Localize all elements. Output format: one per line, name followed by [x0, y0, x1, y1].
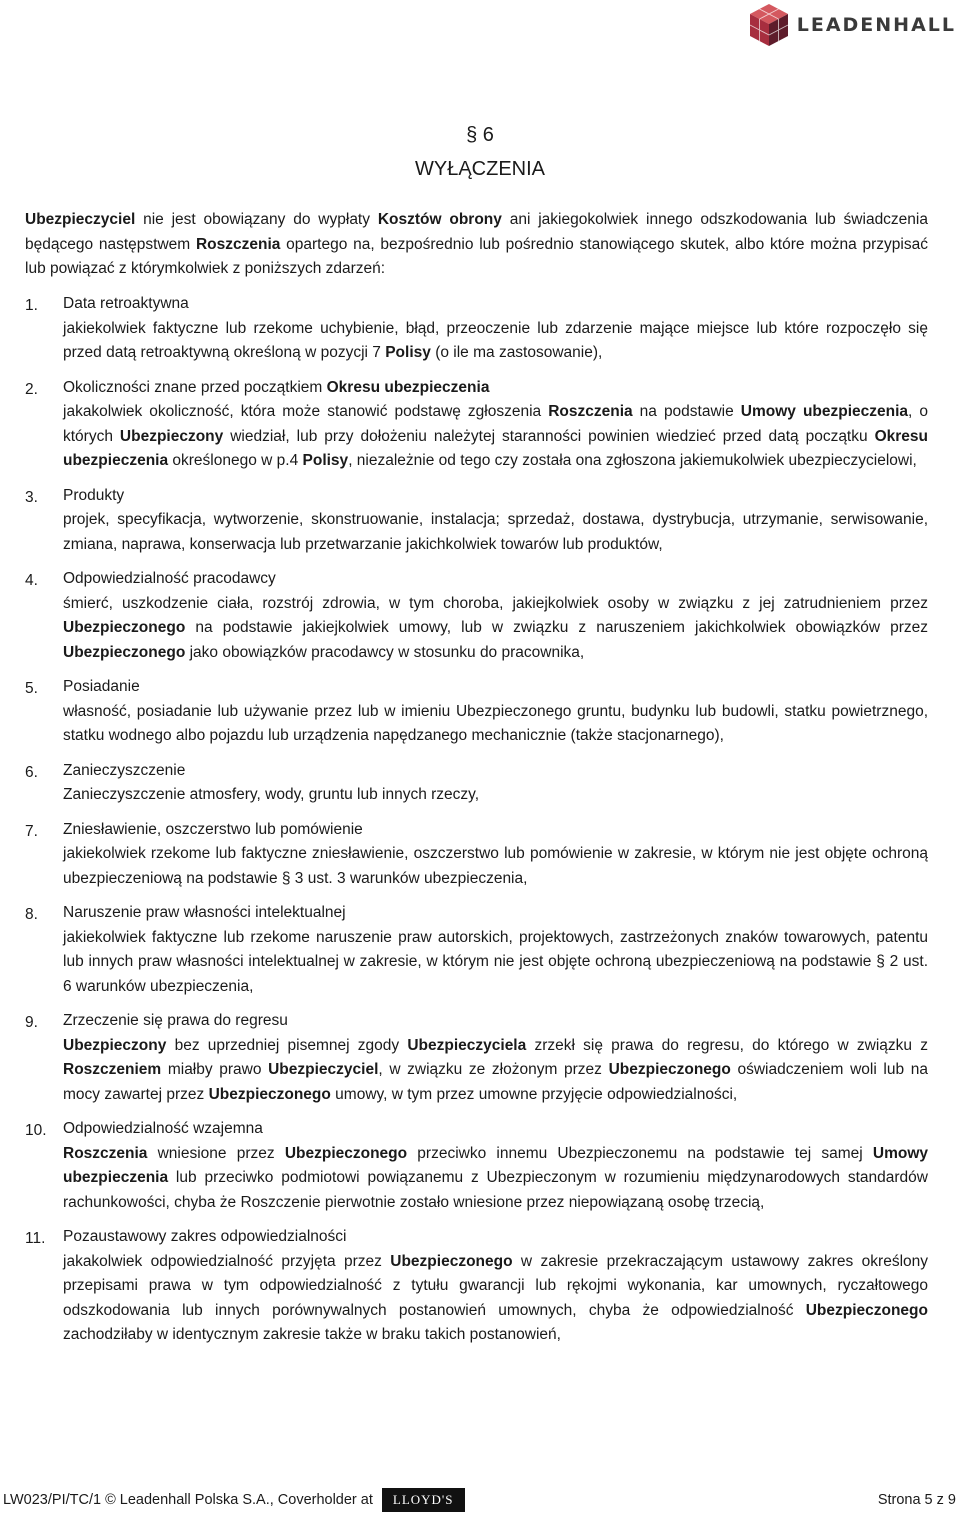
defined-term: Roszczenia: [548, 403, 633, 420]
item-body: jakakolwiek odpowiedzialność przyjęta przez Ubezpieczonego w zakresie przekraczającym ustawowy zakres określony przepisami prawa w tym odpowiedzialność z tytułu gwarancji lub rękojmi wykonania, kar umownych, ryczałtowego odszkodowania lub innych porównywalnych postanowień umownych, chyba że odpowiedzialność Ubezpieczonego zachodziłaby w identycznym zakresie także w braku takich postanowień,: [63, 1252, 929, 1343]
item-body: jakakolwiek okoliczność, która może stanowić podstawę zgłoszenia Roszczenia na podstawie Umowy ubezpieczenia, o których Ubezpieczony wiedział, lub przy dołożeniu należytej staranności powinien wiedzieć przed datą początku Okresu ubezpieczenia określonego w p.4 Polisy, niezależnie od tego czy została ona zgłoszona jakiemukolwiek ubezpieczycielowi,: [63, 403, 928, 469]
item-number: 8.: [25, 906, 38, 923]
lloyds-logo: LLOYD'S: [382, 1488, 465, 1512]
exclusion-item: [25, 1225, 928, 1348]
item-body: projek, specyfikacja, wytworzenie, skonstruowanie, instalacja; sprzedaż, dostawa, dystrybucja, utrzymanie, serwisowanie, zmiana, naprawa, konserwacja lub przetwarzanie jakichkolwiek towarów lub produktów,: [63, 511, 928, 553]
exclusion-item: [25, 376, 928, 474]
item-title: Data retroaktywna: [63, 295, 189, 312]
item-number: 5.: [25, 680, 38, 697]
leadenhall-logo: [747, 2, 956, 48]
exclusion-item: [25, 818, 928, 892]
item-number: 7.: [25, 822, 38, 840]
item-title: Zanieczyszczenie: [63, 761, 186, 779]
item-number: 1.: [25, 297, 38, 314]
item-title: Odpowiedzialność pracodawcy: [63, 570, 276, 587]
exclusions-list: [25, 292, 928, 1358]
item-title: Zrzeczenie się prawa do regresu: [63, 1012, 288, 1029]
defined-term: Umowy ubezpieczenia: [63, 1144, 928, 1186]
defined-term: Polisy: [302, 452, 349, 469]
item-number: 3.: [25, 488, 38, 506]
item-body: jakiekolwiek faktyczne lub rzekome naruszenie praw autorskich, projektowych, zastrzeżonych znaków towarowych, patentu lub innych praw własności intelektualnej w zakresie, w którym nie jest objęte ochroną ubezpieczeniową na podstawie § 2 ust. 6 warunków ubezpieczenia,: [63, 928, 928, 995]
exclusion-item: [25, 1117, 928, 1215]
defined-term: Ubezpieczony: [119, 427, 224, 445]
exclusion-item: [25, 567, 928, 665]
defined-term: Ubezpieczonego: [805, 1301, 928, 1319]
defined-term: Ubezpieczonego: [608, 1061, 731, 1078]
defined-term: Polisy: [385, 344, 431, 361]
section-title: WYŁĄCZENIA: [414, 158, 546, 180]
defined-term: Umowy ubezpieczenia: [740, 403, 909, 420]
defined-term: Ubezpieczonego: [390, 1252, 513, 1270]
item-body: jakiekolwiek rzekome lub faktyczne zniesławienie, oszczerstwo lub pomówienie w zakresie, w którym nie jest objęte ochroną ubezpieczeniową na podstawie § 3 ust. 3 warunków ubezpieczenia,: [63, 845, 928, 887]
exclusion-item: [25, 484, 928, 558]
item-body: własność, posiadanie lub używanie przez lub w imieniu Ubezpieczonego gruntu, budynku lub budowli, statku powietrznego, statku wodnego albo pojazdu lub urządzenia napędzanego mechanicznie (także stacjonarnego),: [63, 702, 928, 744]
item-number: 10.: [25, 1122, 47, 1139]
leadenhall-cube-icon: [747, 2, 791, 48]
intro-paragraph: Ubezpieczyciel nie jest obowiązany do wypłaty Kosztów obrony ani jakiegokolwiek innego odszkodowania lub świadczenia będącego następstwem Roszczenia opartego na, bezpośrednio lub pośrednio stanowiącego skutek, albo które można przypisać lub powiązać z którymkolwiek z poniższych zdarzeń:: [25, 211, 928, 277]
item-title: Okoliczności znane przed początkiem Okresu ubezpieczenia: [63, 378, 490, 396]
defined-term: Ubezpieczonego: [63, 643, 186, 661]
defined-term: Roszczeniem: [63, 1061, 162, 1078]
defined-term: Ubezpieczyciela: [407, 1036, 527, 1054]
exclusion-item: [25, 675, 928, 749]
defined-term: Roszczenia: [63, 1144, 148, 1162]
defined-term: Ubezpieczonego: [284, 1144, 408, 1162]
item-number: 6.: [25, 763, 38, 781]
page-number: Strona 5 z 9: [877, 1492, 956, 1508]
defined-term: Ubezpieczyciel: [25, 211, 136, 228]
item-title: Pozaustawowy zakres odpowiedzialności: [63, 1228, 347, 1245]
item-number: 2.: [25, 380, 38, 398]
exclusion-item: [25, 1009, 928, 1107]
footer-reference: LW023/PI/TC/1 © Leadenhall Polska S.A., Coverholder at: [3, 1492, 373, 1508]
item-title: Posiadanie: [63, 678, 140, 695]
item-body: Roszczenia wniesione przez Ubezpieczonego przeciwko innemu Ubezpieczonemu na podstawie tej samej Umowy ubezpieczenia lub przeciwko podmiotowi powiązanemu z Ubezpieczonym w rozumieniu międzynarodowych standardów rachunkowości, chyba że Roszczenie pierwotnie zostało wniesione przez niepowiązaną osobę trzecią,: [63, 1144, 928, 1211]
defined-term: Okresu ubezpieczenia: [326, 378, 490, 396]
defined-term: Roszczenia: [195, 235, 281, 253]
item-title: Produkty: [63, 486, 125, 504]
item-body: jakiekolwiek faktyczne lub rzekome uchybienie, błąd, przeoczenie lub zdarzenie mające miejsce lub które rozpoczęło się przed datą retroaktywną określoną w pozycji 7 Polisy (o ile ma zastosowanie),: [63, 319, 928, 361]
item-title: Zniesławienie, oszczerstwo lub pomówienie: [63, 820, 363, 838]
item-body: Zanieczyszczenie atmosfery, wody, gruntu lub innych rzeczy,: [63, 786, 480, 803]
defined-term: Ubezpieczony: [63, 1036, 167, 1054]
exclusion-item: [25, 759, 928, 808]
item-number: 11.: [25, 1230, 46, 1247]
exclusion-item: [25, 901, 928, 999]
logo-text: LEADENHALL: [796, 14, 956, 36]
defined-term: Ubezpieczyciel: [268, 1061, 379, 1078]
item-number: 9.: [25, 1014, 38, 1031]
page-footer: [3, 1487, 956, 1513]
section-number: § 6: [466, 124, 494, 146]
defined-term: Okresu ubezpieczenia: [63, 427, 928, 469]
exclusion-item: [25, 292, 928, 366]
item-body: Ubezpieczony bez uprzedniej pisemnej zgody Ubezpieczyciela zrzekł się prawa do regresu, do którego w związku z Roszczeniem miałby prawo Ubezpieczyciel, w związku ze złożonym przez Ubezpieczonego oświadczeniem woli lub na mocy zawartej przez Ubezpieczonego umowy, w tym przez umowne przyjęcie odpowiedzialności,: [63, 1036, 929, 1103]
defined-term: Kosztów obrony: [377, 211, 502, 228]
item-title: Odpowiedzialność wzajemna: [63, 1120, 263, 1137]
item-title: Naruszenie praw własności intelektualnej: [63, 904, 346, 921]
defined-term: Ubezpieczonego: [63, 619, 186, 636]
defined-term: Ubezpieczonego: [208, 1085, 331, 1103]
item-body: śmierć, uszkodzenie ciała, rozstrój zdrowia, w tym choroba, jakiejkolwiek osoby w związku z jej zatrudnieniem przez Ubezpieczonego na podstawie jakiejkolwiek umowy, lub w związku z naruszeniem jakichkolwiek obowiązków przez Ubezpieczonego jako obowiązków pracodawcy w stosunku do pracownika,: [63, 594, 928, 661]
item-number: 4.: [25, 572, 38, 589]
